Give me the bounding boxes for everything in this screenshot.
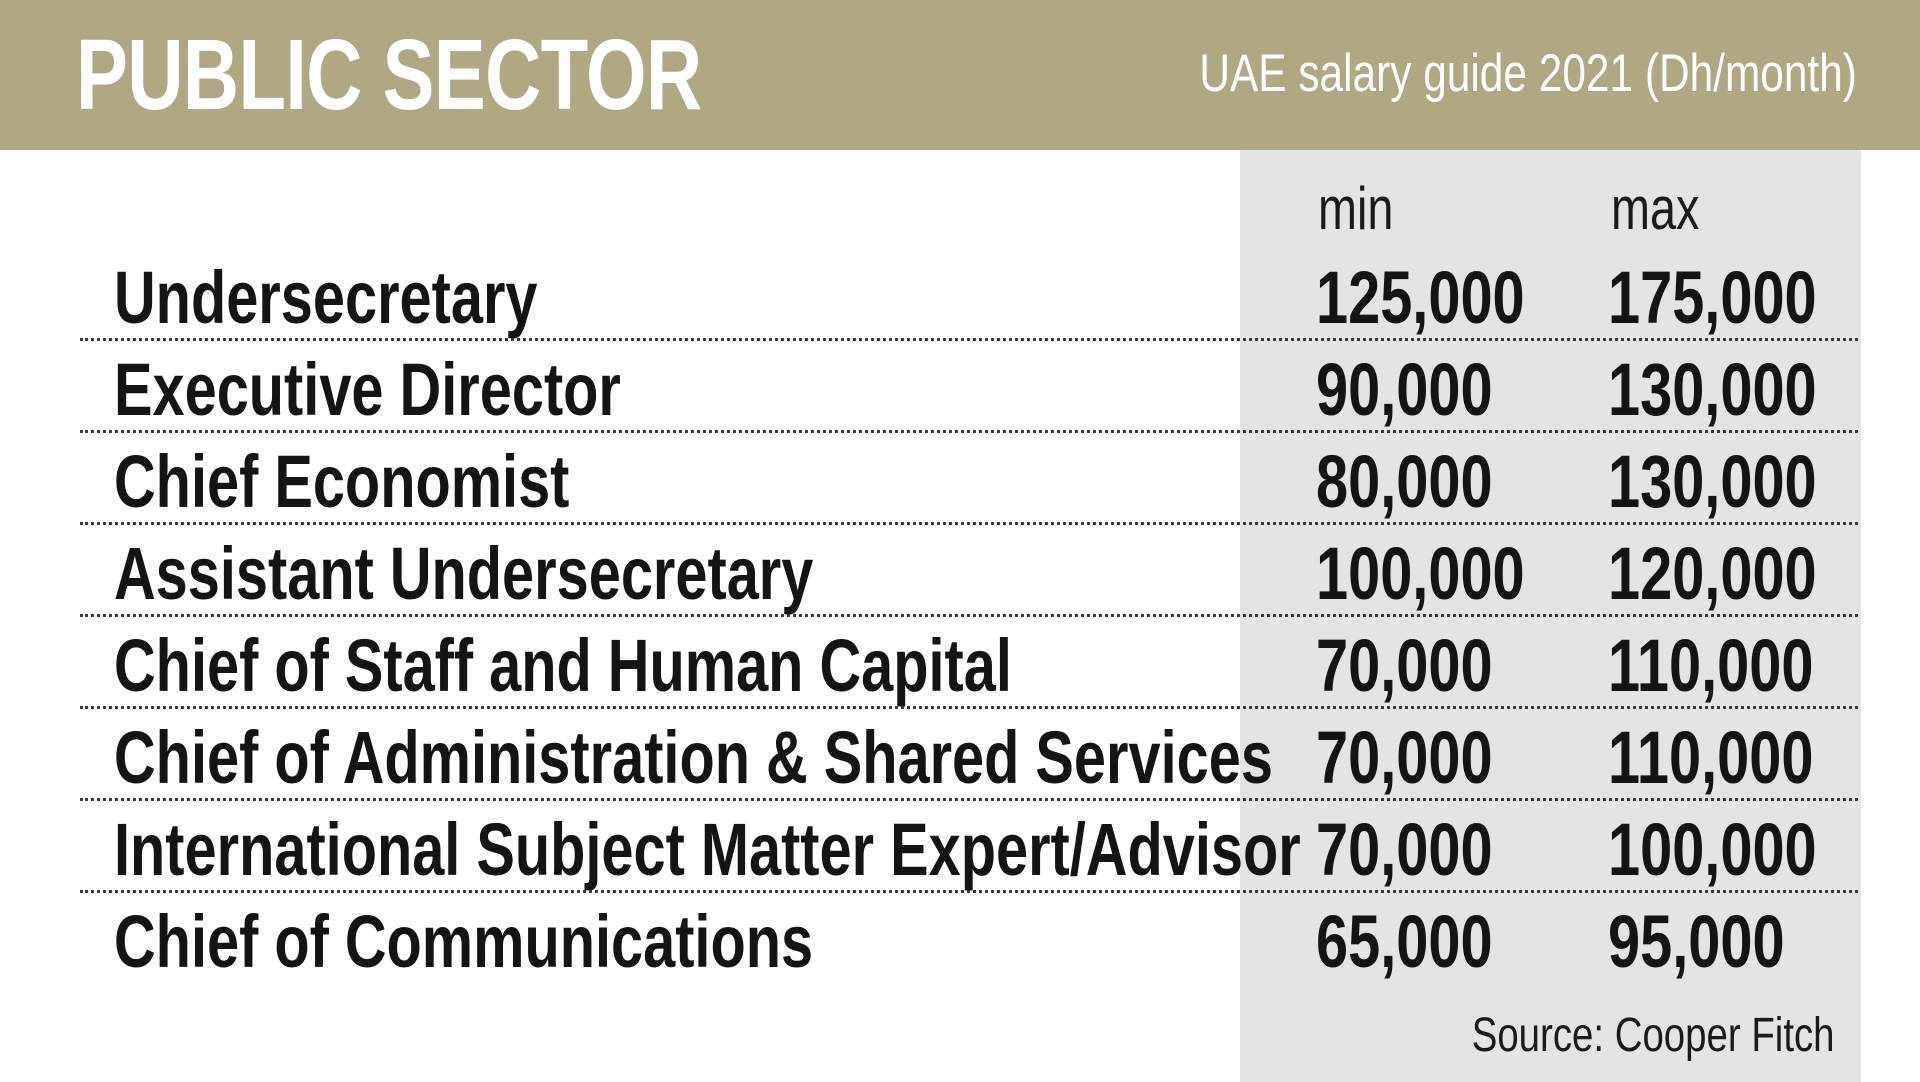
max-salary-value: 95,000 <box>1608 900 1785 983</box>
source-note: Source: Cooper Fitch <box>1472 1009 1835 1062</box>
row-divider <box>80 522 1858 525</box>
row-divider <box>80 430 1858 433</box>
column-header-min: min <box>1318 175 1394 242</box>
row-divider <box>80 614 1858 617</box>
role-label: Assistant Undersecretary <box>114 532 814 615</box>
max-salary-value: 130,000 <box>1608 440 1817 523</box>
max-salary-value: 130,000 <box>1608 348 1817 431</box>
min-salary-value: 70,000 <box>1316 808 1493 891</box>
row-divider <box>80 706 1858 709</box>
table-row <box>0 252 1920 344</box>
table-row <box>0 712 1920 804</box>
header-banner <box>0 0 1920 150</box>
min-salary-value: 125,000 <box>1316 256 1525 339</box>
role-label: Executive Director <box>114 348 621 431</box>
max-salary-value: 120,000 <box>1608 532 1817 615</box>
role-label: Chief Economist <box>114 440 570 523</box>
max-salary-value: 100,000 <box>1608 808 1817 891</box>
row-divider <box>80 890 1858 893</box>
row-divider <box>80 798 1858 801</box>
min-salary-value: 70,000 <box>1316 624 1493 707</box>
min-salary-value: 80,000 <box>1316 440 1493 523</box>
role-label: Chief of Administration & Shared Services <box>114 716 1273 799</box>
min-salary-value: 70,000 <box>1316 716 1493 799</box>
min-salary-value: 100,000 <box>1316 532 1525 615</box>
min-salary-value: 65,000 <box>1316 900 1493 983</box>
max-salary-value: 110,000 <box>1608 716 1814 799</box>
table-row <box>0 344 1920 436</box>
table-row <box>0 528 1920 620</box>
table-row <box>0 804 1920 896</box>
role-label: Chief of Staff and Human Capital <box>114 624 1012 707</box>
page-subtitle: UAE salary guide 2021 (Dh/month) <box>1199 44 1857 103</box>
role-label: Chief of Communications <box>114 900 814 983</box>
column-header-max: max <box>1611 175 1700 242</box>
row-divider <box>80 338 1858 341</box>
table-row <box>0 436 1920 528</box>
min-salary-value: 90,000 <box>1316 348 1493 431</box>
role-label: International Subject Matter Expert/Advisor <box>114 808 1301 891</box>
max-salary-value: 110,000 <box>1608 624 1814 707</box>
page-title: PUBLIC SECTOR <box>76 19 702 131</box>
max-salary-value: 175,000 <box>1608 256 1817 339</box>
table-row <box>0 896 1920 988</box>
table-row <box>0 620 1920 712</box>
role-label: Undersecretary <box>114 256 538 339</box>
